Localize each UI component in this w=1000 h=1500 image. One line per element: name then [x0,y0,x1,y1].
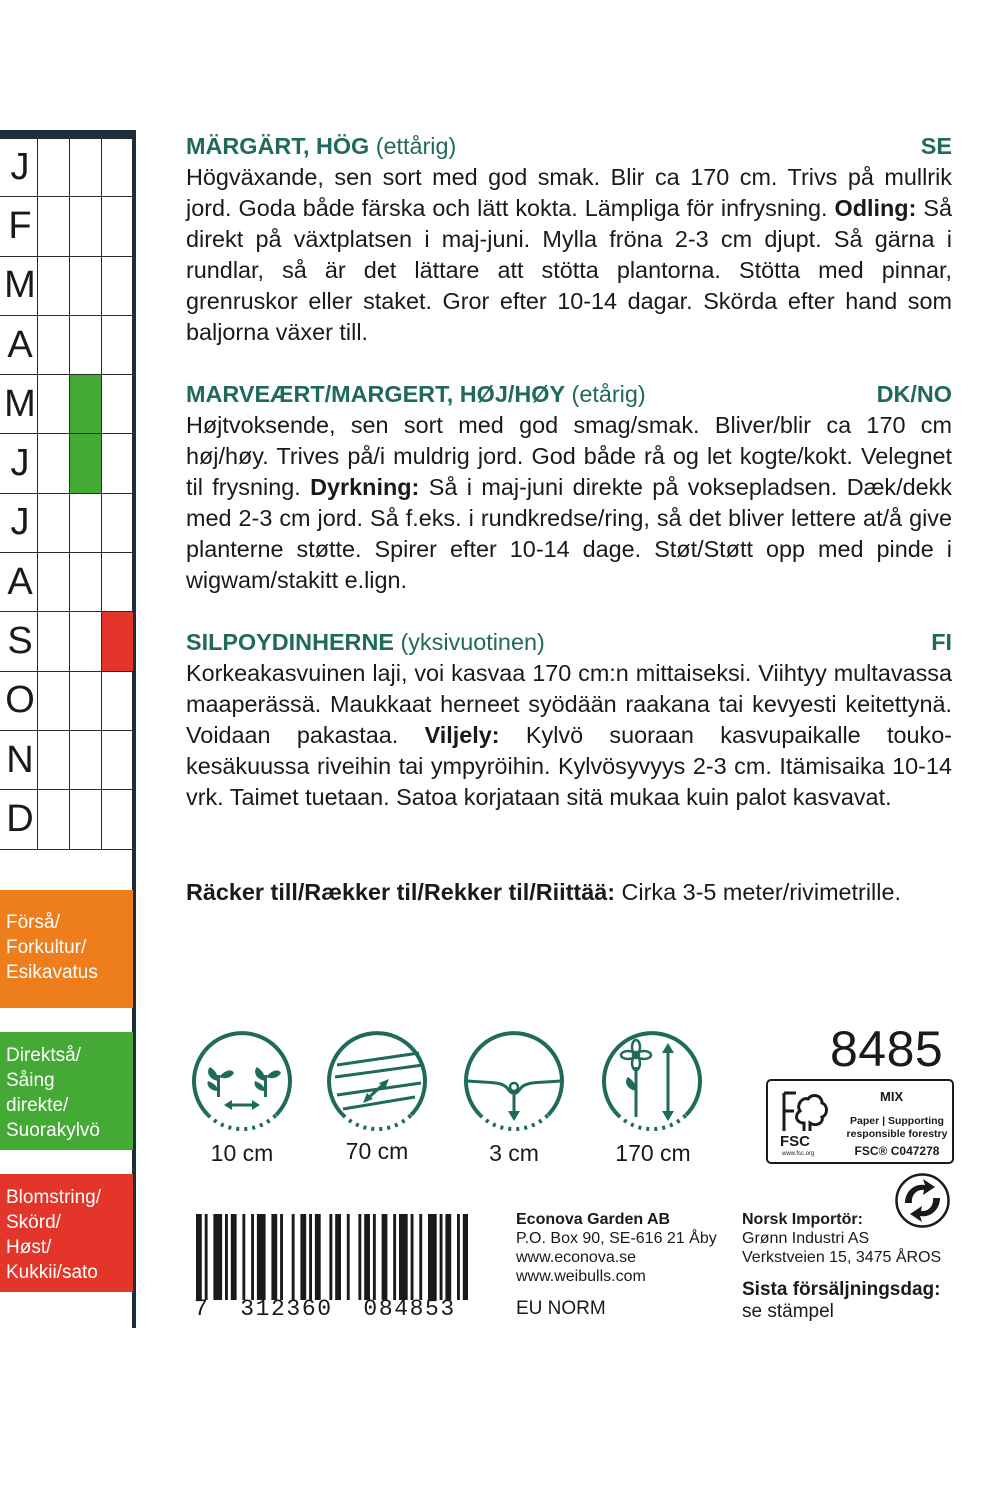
calendar-cell [37,553,69,611]
calendar-cell [101,494,133,552]
barcode-bar [271,1214,277,1300]
barcode-bar [315,1214,321,1300]
section-body-text: Så direkt på växtplatsen i maj-juni. Mylla fröna 2-3 cm djupt. Så gärna i rundlar, så är det lättare att stötta plantorna. Stötta med pinnar, grenruskor eller staket. Gror efter 10-14 dagar. Skörda efter hand som baljorna växer till. [186,195,952,345]
calendar-month-label: M [4,382,36,425]
company-info [516,1210,717,1286]
calendar-cell [101,434,133,492]
section-body-text: Korkeakasvuinen laji, voi kasvaa 170 cm:n mittaiseksi. Viihtyy multavassa maaperässä. Maukkaat herneet syödään raakana tai kevyesti keitettynä. Voidaan pakastaa. [186,660,952,748]
section-title [186,379,646,410]
calendar-cell [37,672,69,730]
calendar-cell [69,553,101,611]
calendar-month-label: A [7,560,33,603]
calendar-row [0,257,133,316]
calendar-row [0,434,133,493]
calendar-cell [69,197,101,255]
section-body [186,410,952,596]
company-address: P.O. Box 90, SE-616 21 Åby [516,1230,717,1247]
company-website: www.weibulls.com [516,1268,646,1285]
barcode-bar [292,1214,295,1300]
calendar-row [0,553,133,612]
plant-spacing-icon [188,1025,296,1133]
fsc-label [766,1079,954,1164]
legend-direct-line: Suorakylvö [6,1120,100,1141]
section-title-sub: (yksivuotinen) [393,629,545,655]
calendar-cell [37,316,69,374]
section-body [186,162,952,348]
calendar-month-label: N [6,738,34,781]
calendar-cell [37,612,69,670]
fsc-mix: MIX [880,1089,904,1104]
section-body-text: Högväxande, sen sort med god smak. Blir ca 170 cm. Trivs på mullrik jord. Goda både färska och lätt kokta. Lämpliga för infrysning. [186,164,952,221]
plant-height-label: 170 cm [615,1140,691,1166]
calendar-cell [37,139,69,196]
barcode-bar [393,1214,396,1300]
section-country-code: SE [920,133,952,159]
calendar-row [0,375,133,434]
last-sale-date-value: se stämpel [742,1301,834,1322]
coverage-info [186,877,901,908]
barcode-bar [440,1214,443,1300]
plant-height-icon [598,1025,706,1133]
calendar-cell [69,494,101,552]
calendar-month-label: D [6,797,34,840]
fsc-code: FSC® C047278 [854,1144,940,1158]
sowing-depth-icon [460,1025,568,1133]
barcode-bars [194,1214,468,1300]
barcode-bar [257,1214,266,1300]
calendar-cell [101,375,133,433]
calendar-cell [101,790,133,848]
barcode-bar [213,1214,222,1300]
fsc-line: responsible forestry [846,1128,948,1140]
calendar-month-label: J [10,146,30,189]
section-body-text: Så i maj-juni direkte på voksepladsen. Dæk/dekk med 2-3 cm jord. Så f.eks. i rundkredse/ring, så det bliver lettere at/å give planterne støtte. Spirer efter 10-14 dage. Støt/Støtt opp med pinde i wigwam/stakitt e.lign. [186,474,952,593]
calendar-cell [101,612,133,670]
barcode-bar [242,1214,245,1300]
legend-direct-line: direkte/ [6,1095,69,1116]
sowing-depth-label: 3 cm [489,1140,539,1166]
barcode-bar [445,1214,451,1300]
calendar-cell [37,790,69,848]
calendar-month-label: S [7,620,33,663]
importer-address: Verkstveien 15, 3475 ÅROS [742,1249,942,1266]
calendar-cell [69,139,101,196]
barcode-bar [205,1214,208,1300]
coverage-label: Räcker till/Rækker til/Rekker til/Riittää: [186,879,616,905]
section-body-bold: Odling: [834,195,917,221]
importer-info [742,1210,941,1267]
barcode-bar [463,1214,468,1300]
calendar-cell [37,434,69,492]
section-se [186,131,952,348]
row-spacing-icon [323,1025,431,1133]
section-body-text: Kylvö suoraan kasvupaikalle touko-kesäkuussa riveihin tai ympyröihin. Kylvösyvyys 2-3 cm. Itämisaika 10-14 vrk. Taimet tuetaan. Satoa korjataan sitä mukaa kuin palot kasvavat. [186,722,952,810]
importer-name: Grønn Industri AS [742,1230,870,1247]
barcode-bar [358,1214,361,1300]
section-country-code: DK/NO [876,381,952,407]
calendar-cell [69,790,101,848]
section-body-bold: Dyrkning: [310,474,420,500]
barcode-bar [300,1214,306,1300]
legend-harvest [0,1174,133,1292]
section-title-main: MARVEÆRT/MARGERT, HØJ/HØY [186,381,566,407]
section-heading [186,379,952,410]
calendar-cell [69,257,101,315]
section-dk-no [186,379,952,596]
calendar-cell [69,672,101,730]
barcode-bar [382,1214,388,1300]
section-title-main: SILPOYDINHERNE [186,629,394,655]
barcode-bar [335,1214,341,1300]
barcode-bar [231,1214,237,1300]
calendar-cell [37,731,69,789]
barcode-bar [419,1214,422,1300]
calendar-cell [37,494,69,552]
fsc-line: Paper | Supporting [850,1115,944,1127]
calendar-row [0,790,133,849]
barcode-digits: 7 312360 084853 [194,1296,456,1322]
section-title-sub: (etårig) [565,381,646,407]
calendar-month-label: M [4,264,36,307]
calendar-cell [37,257,69,315]
calendar-row [0,494,133,553]
legend-harvest-line: Kukkii/sato [6,1262,98,1283]
calendar-cell [101,257,133,315]
calendar-cell [101,139,133,196]
calendar-grid [0,138,133,850]
calendar-cell [101,197,133,255]
calendar-month-label: F [8,204,32,247]
last-sale-date-label: Sista försäljningsdag: [742,1279,941,1300]
row-spacing-label: 70 cm [345,1138,409,1164]
calendar-month-label: J [10,442,30,485]
article-number: 8485 [830,1021,944,1077]
calendar-month-label: O [5,679,35,722]
legend-harvest-line: Blomstring/ [6,1187,102,1208]
calendar-cell [101,553,133,611]
legend-direct-line: Direktså/ [6,1045,81,1066]
barcode-bar [225,1214,228,1300]
calendar-row [0,672,133,731]
calendar-month-label: A [7,323,33,366]
section-title [186,627,545,658]
legend-harvest-line: Skörd/ [6,1212,61,1233]
barcode-bar [347,1214,350,1300]
coverage-value: Cirka 3-5 meter/rivimetrille. [615,879,901,905]
section-title-main: MÄRGÄRT, HÖG [186,133,370,159]
section-heading [186,131,952,162]
legend-presow-line: Förså/ [6,912,60,933]
section-fi [186,627,952,813]
section-title [186,131,456,162]
legend-presow-line: Forkultur/ [6,937,87,958]
barcode-bar [399,1214,408,1300]
barcode-bar [196,1214,202,1300]
barcode-bar [309,1214,312,1300]
section-country-code: FI [931,629,952,655]
legend-harvest-line: Høst/ [6,1237,52,1258]
barcode-bar [329,1214,332,1300]
legend-presow-line: Esikavatus [6,962,98,983]
calendar-row [0,731,133,790]
calendar-cell [101,731,133,789]
last-sale-date [742,1279,940,1323]
calendar-row [0,138,133,197]
calendar-cell [37,197,69,255]
barcode [194,1214,468,1324]
section-body [186,658,952,813]
fsc-logo-text: FSC [780,1133,810,1150]
calendar-cell [69,375,101,433]
section-heading [186,627,952,658]
company-name: Econova Garden AB [516,1211,671,1228]
barcode-bar [373,1214,376,1300]
calendar-cell [69,316,101,374]
calendar-month-label: J [10,501,30,544]
legend-direct-line: Såing [6,1070,55,1091]
importer-label: Norsk Importör: [742,1211,863,1228]
section-title-sub: (ettårig) [369,133,457,159]
calendar-row [0,612,133,671]
section-body-text: Højtvoksende, sen sort med god smag/smak. Bliver/blir ca 170 cm høj/høy. Trives på/i muldrig jord. God både rå og let kogte/kokt. Velegnet til frysning. [186,412,952,500]
calendar-row [0,316,133,375]
calendar-cell [37,375,69,433]
barcode-bar [251,1214,254,1300]
legend-direct-sow [0,1032,133,1150]
calendar-cell [101,672,133,730]
section-body-bold: Viljely: [424,722,500,748]
barcode-bar [457,1214,460,1300]
fsc-tree-icon [778,1087,834,1135]
calendar-top-bar [0,130,135,138]
calendar-cell [69,434,101,492]
eu-norm: EU NORM [516,1298,606,1319]
plant-spacing-label: 10 cm [210,1140,274,1166]
fsc-text [842,1115,952,1141]
barcode-bar [428,1214,437,1300]
barcode-bar [280,1214,283,1300]
calendar-row [0,197,133,256]
calendar-cell [69,731,101,789]
legend-presow [0,890,133,1008]
company-website: www.econova.se [516,1249,637,1266]
calendar-cell [101,316,133,374]
barcode-bar [364,1214,370,1300]
barcode-bar [411,1214,414,1300]
fsc-site: www.fsc.org [782,1151,815,1157]
calendar-cell [69,612,101,670]
